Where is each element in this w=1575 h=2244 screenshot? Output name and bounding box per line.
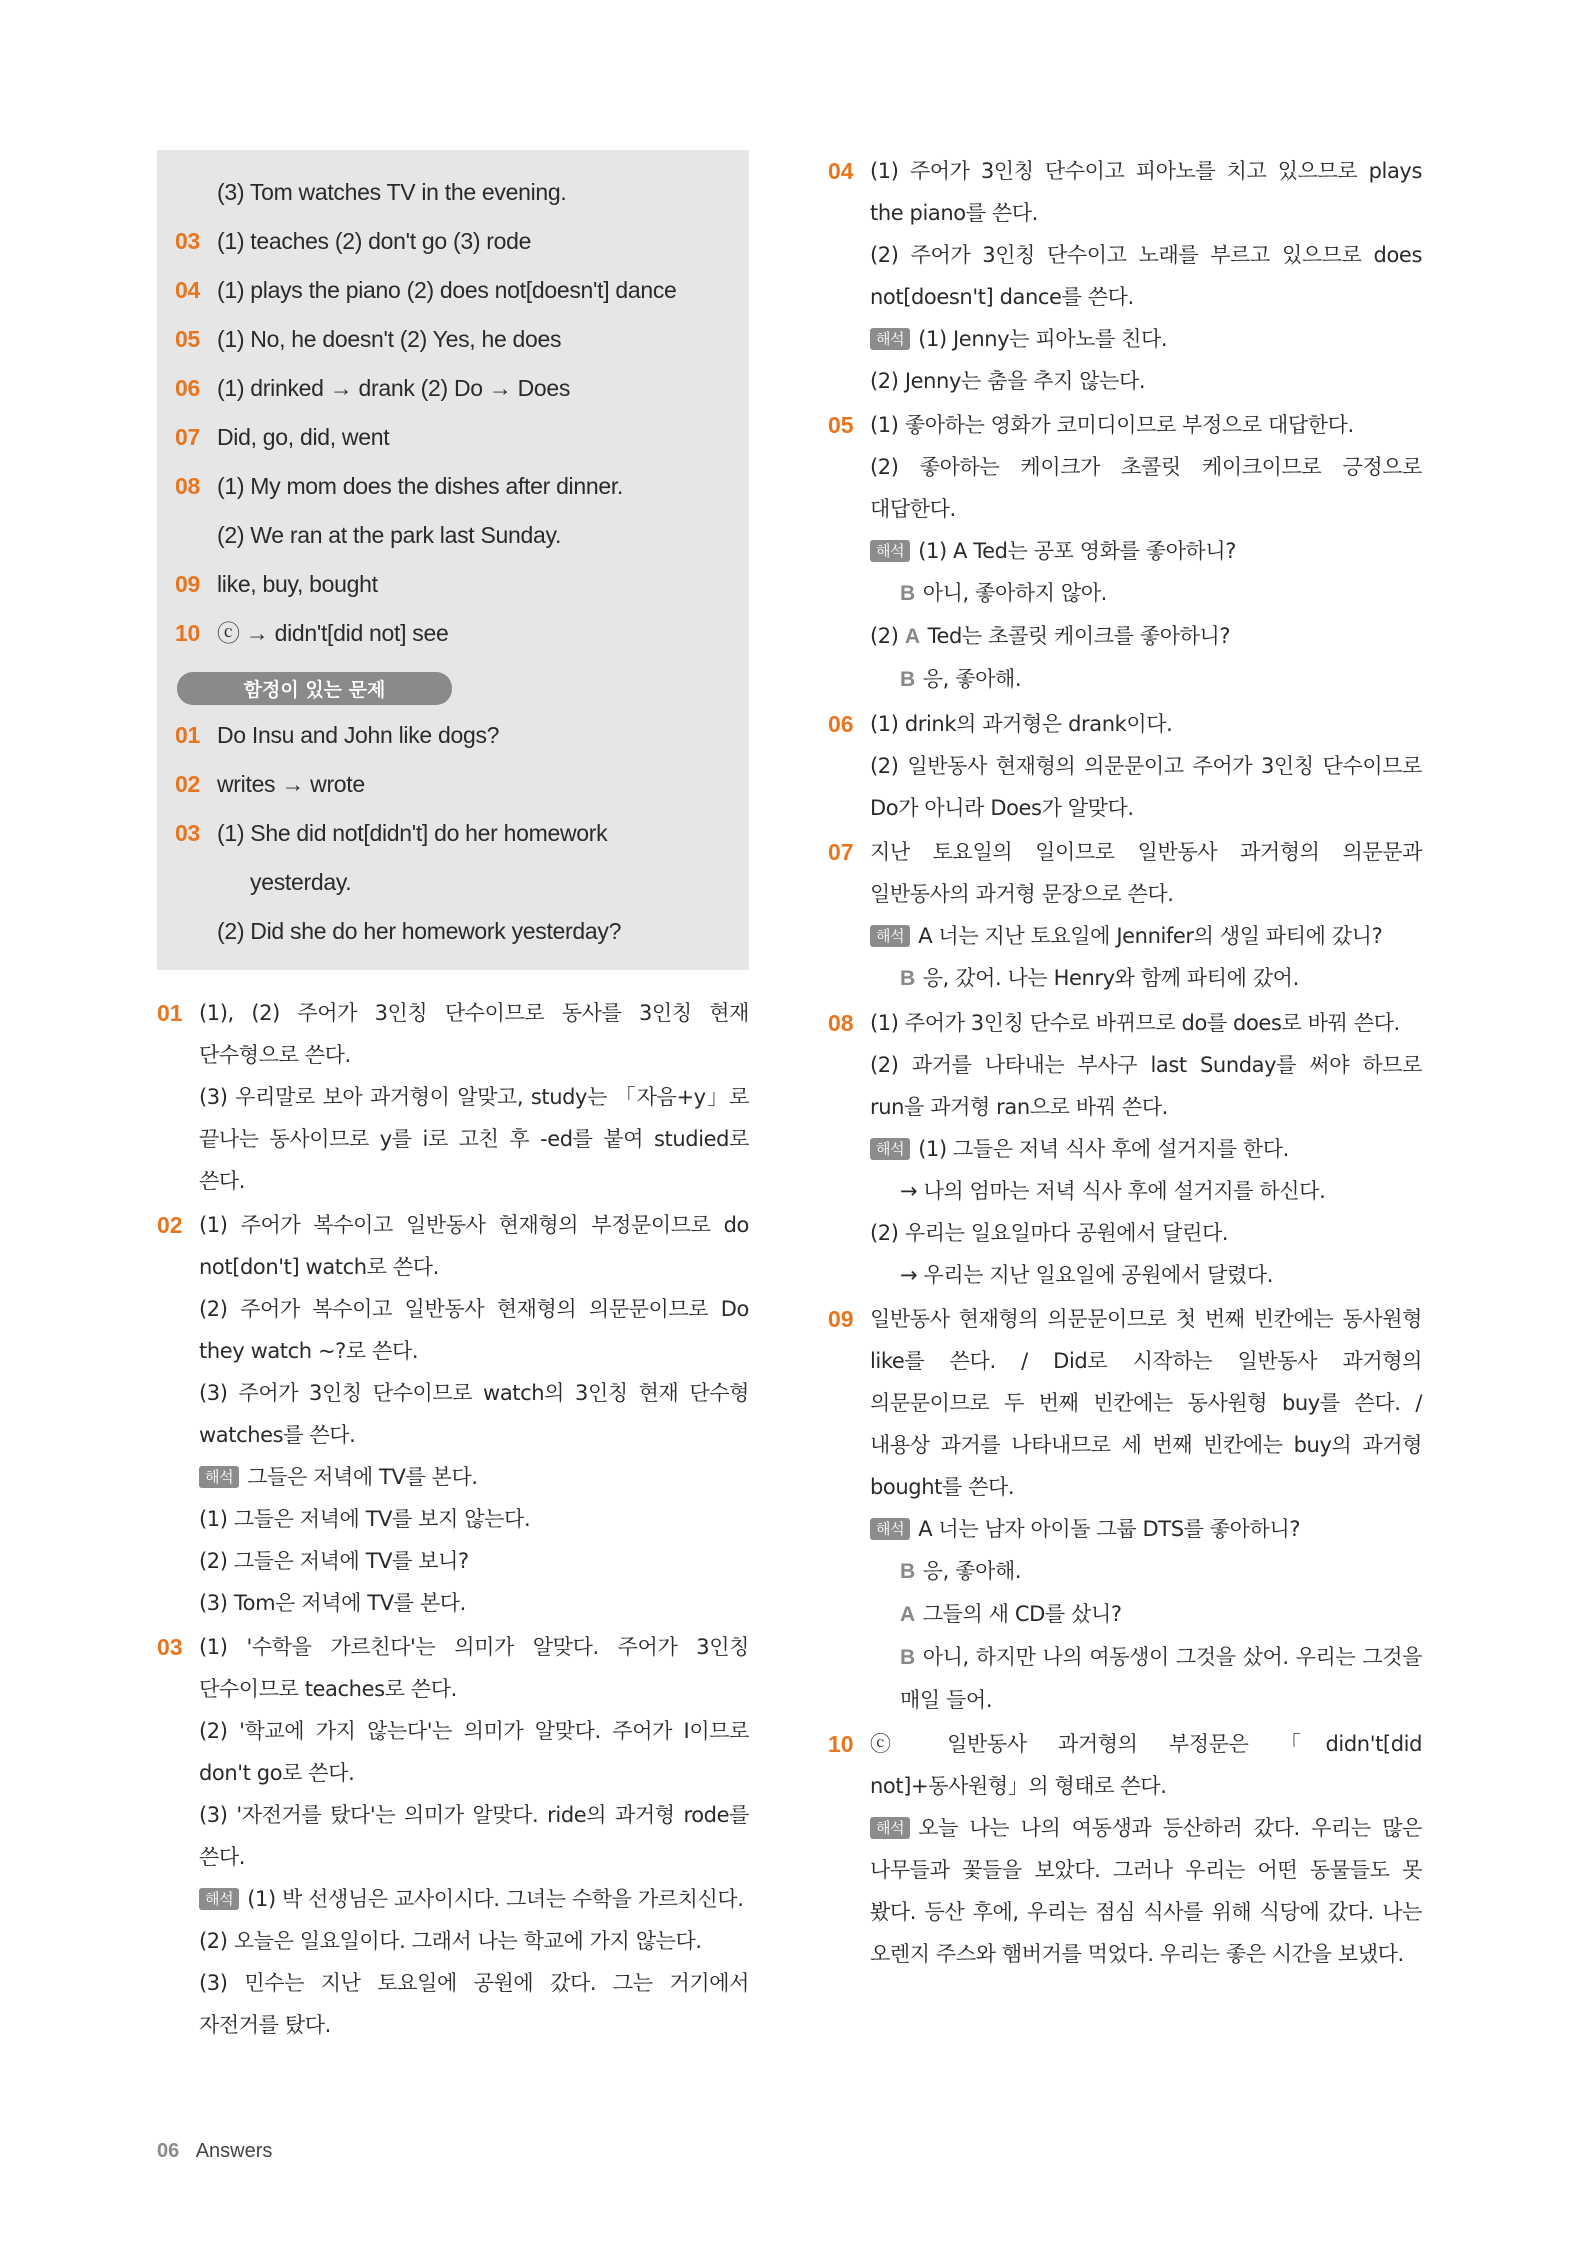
explanation-text: (2) 주어가 복수이고 일반동사 현재형의 의문문이므로 Do they watch ~?로 쓴다.	[199, 1297, 749, 1363]
explanation-text: (3) 우리말로 보아 과거형이 알맞고, study는 「자음+y」로 끝나는 동사이므로 y를 i로 고친 후 -ed를 붙여 studied로 쓴다.	[199, 1085, 749, 1193]
speaker-label: B	[900, 668, 915, 691]
translation-tag: 해석	[199, 1466, 239, 1488]
explanation-item	[828, 1723, 1422, 1975]
translation-text: A 너는 지난 토요일에 Jennifer의 생일 파티에 갔니?	[918, 924, 1383, 948]
translation-text: 그들은 저녁에 TV를 본다.	[247, 1465, 478, 1489]
explanation-item	[828, 404, 1422, 701]
explanation-item	[157, 1204, 749, 1624]
answer-text: Do Insu and John like dogs?	[217, 722, 500, 748]
explanation-body	[870, 1723, 1422, 1975]
explanation-text: (1) 주어가 복수이고 일반동사 현재형의 부정문이므로 do not[don't] watch로 쓴다.	[199, 1213, 749, 1279]
answer-number: 07	[175, 424, 200, 450]
explanation-item	[828, 150, 1422, 402]
translation-line	[199, 1878, 749, 1920]
answer-line	[175, 315, 731, 364]
answer-text: like, buy, bought	[217, 571, 378, 597]
translation-tag: 해석	[870, 1817, 910, 1839]
translation-line	[870, 1807, 1422, 1975]
answer-number: 03	[175, 820, 200, 846]
answer-text: ⓒ → didn't[did not] see	[217, 620, 449, 646]
explanation-body	[870, 1298, 1422, 1721]
translation-text: → 우리는 지난 일요일에 공원에서 달렸다.	[900, 1263, 1274, 1287]
left-column	[157, 150, 749, 2048]
answer-line	[175, 760, 731, 809]
translation-tag: 해석	[870, 328, 910, 350]
translation-text: (3) 민수는 지난 토요일에 공원에 갔다. 그는 거기에서 자전거를 탔다.	[199, 1971, 749, 2037]
explanation-body	[870, 703, 1422, 829]
answer-number: 08	[175, 473, 200, 499]
page-footer	[157, 2140, 272, 2163]
explanation-text: (2) 과거를 나타내는 부사구 last Sunday를 써야 하므로 run을 과거형 ran으로 바꿔 쓴다.	[870, 1053, 1422, 1119]
translation-line	[870, 915, 1422, 957]
answer-key-box	[157, 150, 749, 970]
explanation-number: 07	[828, 839, 854, 865]
explanation-text: (1) 주어가 3인칭 단수로 바뀌므로 do를 does로 바꿔 쓴다.	[870, 1011, 1400, 1035]
translation-text: (1) A Ted는 공포 영화를 좋아하니?	[918, 539, 1236, 563]
translation-text: (3) Tom은 저녁에 TV를 본다.	[199, 1591, 466, 1615]
translation-tag: 해석	[870, 540, 910, 562]
explanation-text: (1) drink의 과거형은 drank이다.	[870, 712, 1173, 736]
translation-text: (1) 그들은 저녁에 TV를 보지 않는다.	[199, 1507, 531, 1531]
speaker-label: B	[900, 1646, 915, 1669]
explanation-item	[157, 992, 749, 1202]
explanation-text: 일반동사 현재형의 의문문이므로 첫 번째 빈칸에는 동사원형 like를 쓴다. / Did로 시작하는 일반동사 과거형의 의문문이므로 두 번째 빈칸에는 동사원형 buy를 쓴다. / 내용상 과거를 나타내므로 세 번째 빈칸에는 buy의 과거형 bought를 쓴다.	[870, 1307, 1422, 1499]
translation-text: (2) 우리는 일요일마다 공원에서 달린다.	[870, 1221, 1229, 1245]
answer-line	[175, 560, 731, 609]
answer-line	[175, 364, 731, 413]
dialogue-text: 응, 갔어. 나는 Henry와 함께 파티에 갔어.	[922, 966, 1299, 990]
answer-text: (2) We ran at the park last Sunday.	[217, 522, 562, 548]
answer-text: (2) Did she do her homework yesterday?	[217, 918, 622, 944]
answer-number: 10	[175, 620, 200, 646]
dialogue-text: 응, 좋아해.	[922, 1559, 1022, 1583]
explanation-text: (1) 좋아하는 영화가 코미디이므로 부정으로 대답한다.	[870, 413, 1354, 437]
translation-line	[870, 1508, 1422, 1550]
answer-line	[175, 809, 731, 858]
answer-number: 04	[175, 277, 200, 303]
explanation-number: 05	[828, 412, 854, 438]
answer-text: Did, go, did, went	[217, 424, 390, 450]
explanation-number: 01	[157, 1000, 183, 1026]
explanation-item	[828, 1002, 1422, 1296]
speaker-label: A	[900, 1603, 915, 1626]
explanation-body	[870, 831, 1422, 1000]
explanation-body	[870, 1002, 1422, 1296]
translation-text: (1) 박 선생님은 교사이시다. 그녀는 수학을 가르치신다.	[247, 1887, 744, 1911]
dialogue-text: 아니, 좋아하지 않아.	[922, 581, 1107, 605]
answer-line	[175, 511, 731, 560]
dialogue-line	[870, 957, 1422, 1000]
explanation-number: 09	[828, 1306, 854, 1332]
answer-number: 06	[175, 375, 200, 401]
translation-tag: 해석	[870, 925, 910, 947]
translation-text: (2) Jenny는 춤을 추지 않는다.	[870, 369, 1146, 393]
translation-text: 오늘 나는 나의 여동생과 등산하러 갔다. 우리는 많은 나무들과 꽃들을 보았다. 그러나 우리는 어떤 동물들도 못 봤다. 등산 후에, 우리는 점심 식사를 위해 식당에 갔다. 나는 오렌지 주스와 햄버거를 먹었다. 우리는 좋은 시간을 보냈다.	[870, 1816, 1422, 1966]
answer-text: yesterday.	[250, 869, 352, 895]
explanation-text: ⓒ 일반동사 과거형의 부정문은 「didn't[did not]+동사원형」의 형태로 쓴다.	[870, 1732, 1422, 1798]
translation-line	[870, 530, 1422, 572]
answer-line	[175, 266, 731, 315]
explanation-text: (2) 좋아하는 케이크가 초콜릿 케이크이므로 긍정으로 대답한다.	[870, 455, 1422, 521]
explanation-item	[157, 1626, 749, 2046]
translation-text: (1) 그들은 저녁 식사 후에 설거지를 한다.	[918, 1137, 1289, 1161]
translation-text: (2) 오늘은 일요일이다. 그래서 나는 학교에 가지 않는다.	[199, 1929, 702, 1953]
translation-tag: 해석	[199, 1888, 239, 1910]
right-column	[828, 150, 1422, 1977]
explanation-number: 02	[157, 1212, 183, 1238]
dialogue-line	[870, 572, 1422, 615]
explanation-text: (2) 주어가 3인칭 단수이고 노래를 부르고 있으므로 does not[doesn't] dance를 쓴다.	[870, 243, 1422, 309]
translation-line	[199, 1456, 749, 1498]
answer-number: 09	[175, 571, 200, 597]
translation-text: (2) 그들은 저녁에 TV를 보니?	[199, 1549, 469, 1573]
dialogue-text: 응, 좋아해.	[922, 667, 1022, 691]
answer-text: writes → wrote	[217, 771, 365, 797]
speaker-label: B	[900, 967, 915, 990]
translation-text: (1) Jenny는 피아노를 친다.	[918, 327, 1168, 351]
answer-text: (1) No, he doesn't (2) Yes, he does	[217, 326, 562, 352]
dialogue-line	[870, 1636, 1422, 1721]
answer-line	[175, 907, 731, 956]
explanation-text: (2) '학교에 가지 않는다'는 의미가 알맞다. 주어가 I이므로 don't go로 쓴다.	[199, 1719, 749, 1785]
dialogue-prefix: (2)	[870, 624, 905, 648]
answer-line	[175, 858, 731, 907]
explanation-number: 06	[828, 711, 854, 737]
answer-line	[175, 413, 731, 462]
explanation-text: 지난 토요일의 일이므로 일반동사 과거형의 의문문과 일반동사의 과거형 문장으로 쓴다.	[870, 840, 1422, 906]
answer-line	[175, 711, 731, 760]
dialogue-text: 그들의 새 CD를 샀니?	[922, 1602, 1122, 1626]
dialogue-text: 아니, 하지만 나의 여동생이 그것을 샀어. 우리는 그것을 매일 들어.	[900, 1645, 1422, 1712]
answer-number: 05	[175, 326, 200, 352]
translation-line	[870, 318, 1422, 360]
footer-label: Answers	[195, 2140, 273, 2162]
explanation-body	[870, 150, 1422, 402]
answer-line	[175, 217, 731, 266]
right-explanations	[828, 150, 1422, 1975]
explanation-body	[199, 992, 749, 1202]
explanation-text: (3) 주어가 3인칭 단수이므로 watch의 3인칭 현재 단수형 watches를 쓴다.	[199, 1381, 749, 1447]
left-explanations	[157, 992, 749, 2046]
trap-question-label: 함정이 있는 문제	[177, 672, 452, 705]
dialogue-line	[870, 658, 1422, 701]
answer-text: (3) Tom watches TV in the evening.	[217, 179, 567, 205]
answer-text: (1) teaches (2) don't go (3) rode	[217, 228, 532, 254]
explanation-number: 03	[157, 1634, 183, 1660]
speaker-label: A	[904, 625, 920, 648]
explanation-item	[828, 831, 1422, 1000]
explanation-body	[870, 404, 1422, 701]
speaker-label: B	[900, 1560, 915, 1583]
answer-text: (1) My mom does the dishes after dinner.	[217, 473, 624, 499]
explanation-text: (1) '수학을 가르친다'는 의미가 알맞다. 주어가 3인칭 단수이므로 teaches로 쓴다.	[199, 1635, 749, 1701]
translation-tag: 해석	[870, 1518, 910, 1540]
translation-tag: 해석	[870, 1138, 910, 1160]
page-number: 06	[157, 2140, 180, 2162]
answer-line	[175, 609, 731, 658]
answer-text: (1) drinked → drank (2) Do → Does	[217, 375, 571, 401]
explanation-item	[828, 703, 1422, 829]
dialogue-text: Ted는 초콜릿 케이크를 좋아하니?	[927, 624, 1231, 648]
translation-text: → 나의 엄마는 저녁 식사 후에 설거지를 하신다.	[900, 1179, 1326, 1203]
explanation-body	[199, 1626, 749, 2046]
translation-line	[870, 1128, 1422, 1170]
explanation-number: 10	[828, 1731, 854, 1757]
answer-line	[175, 168, 731, 217]
explanation-number: 04	[828, 158, 854, 184]
dialogue-line	[870, 615, 1422, 658]
explanation-text: (1) 주어가 3인칭 단수이고 피아노를 치고 있으므로 plays the piano를 쓴다.	[870, 159, 1422, 225]
dialogue-line	[870, 1593, 1422, 1636]
answer-line	[175, 462, 731, 511]
answer-text: (1) plays the piano (2) does not[doesn't] dance	[217, 277, 677, 303]
explanation-text: (3) '자전거를 탔다'는 의미가 알맞다. ride의 과거형 rode를 쓴다.	[199, 1803, 749, 1869]
answer-number: 02	[175, 771, 200, 797]
answer-number: 03	[175, 228, 200, 254]
explanation-text: (1), (2) 주어가 3인칭 단수이므로 동사를 3인칭 현재 단수형으로 쓴다.	[199, 1001, 749, 1067]
explanation-number: 08	[828, 1010, 854, 1036]
explanation-text: (2) 일반동사 현재형의 의문문이고 주어가 3인칭 단수이므로 Do가 아니라 Does가 알맞다.	[870, 754, 1422, 820]
explanation-item	[828, 1298, 1422, 1721]
dialogue-line	[870, 1550, 1422, 1593]
speaker-label: B	[900, 582, 915, 605]
answer-text: (1) She did not[didn't] do her homework	[217, 820, 608, 846]
translation-text: A 너는 남자 아이돌 그룹 DTS를 좋아하니?	[918, 1517, 1301, 1541]
answer-number: 01	[175, 722, 200, 748]
explanation-body	[199, 1204, 749, 1624]
